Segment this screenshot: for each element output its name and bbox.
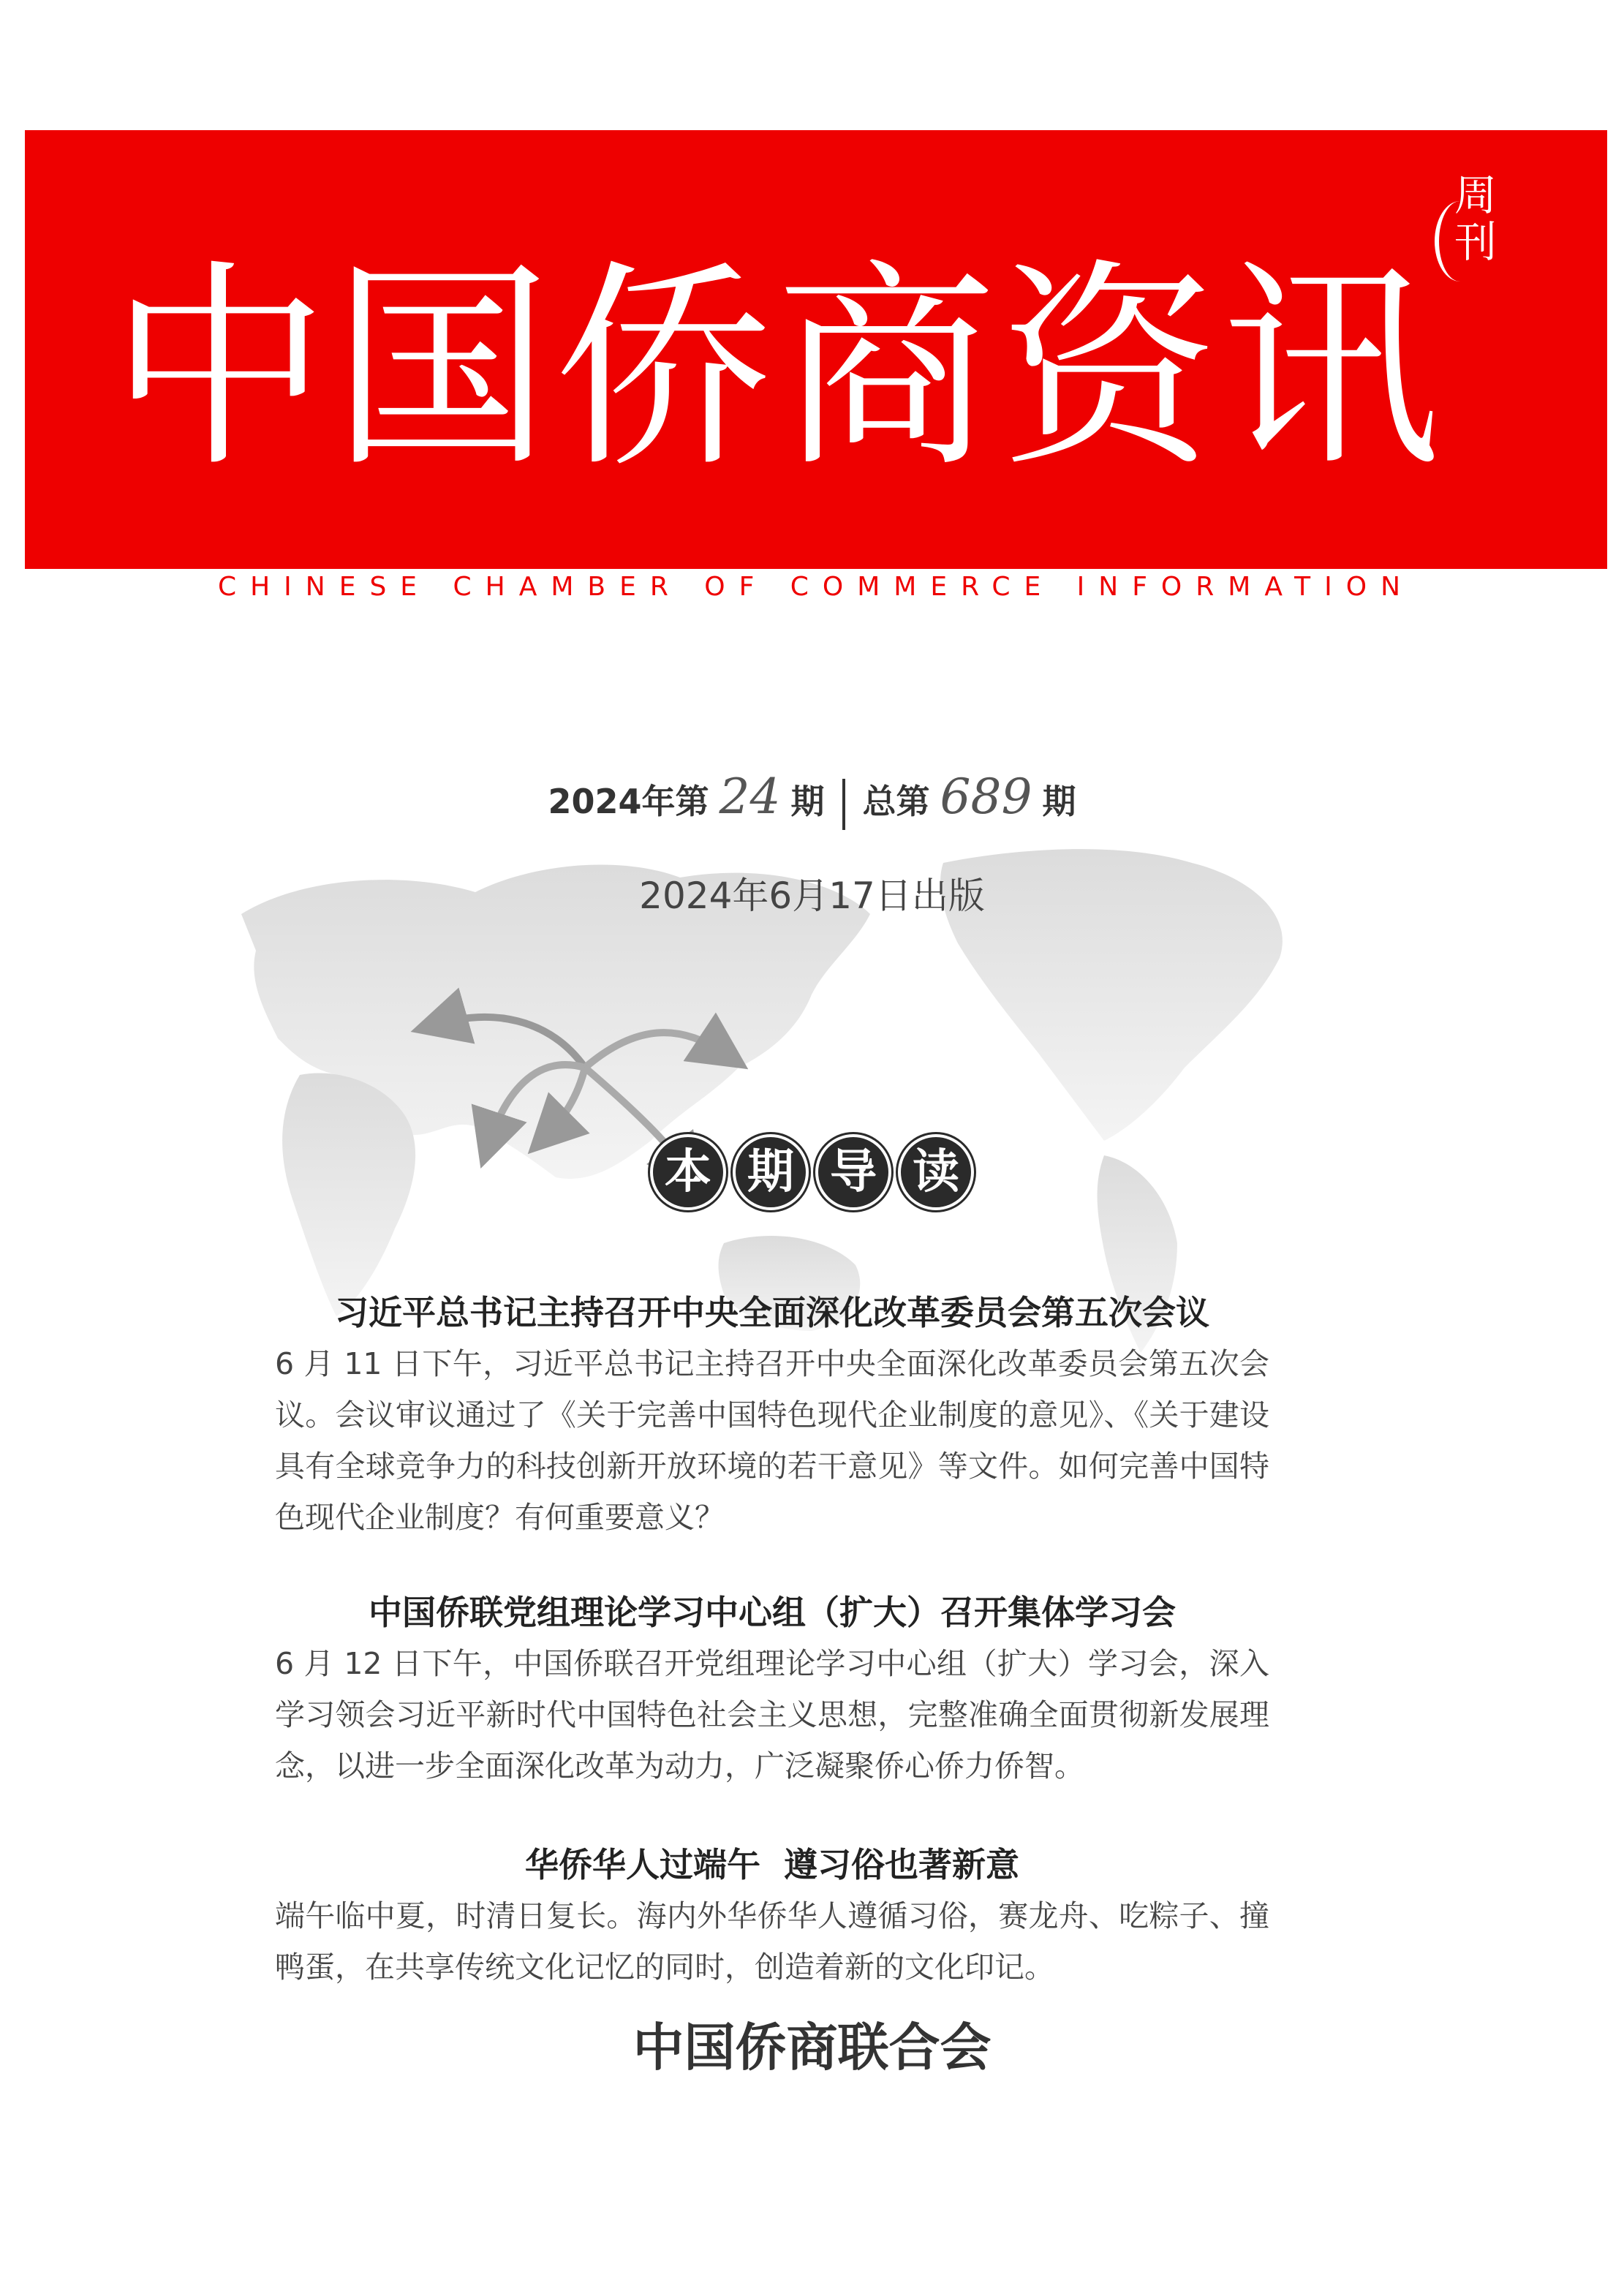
guide-badge: 导: [818, 1137, 888, 1207]
weekly-label-top: 周: [1454, 170, 1497, 220]
article-summary: 6 月 11 日下午，习近平总书记主持召开中央全面深化改革委员会第五次会议。会议审议通过了《关于完善中国特色现代企业制度的意见》、《关于建设具有全球竞争力的科技创新开放环境的若干意见》等文件。如何完善中国特色现代企业制度？有何重要意义？: [275, 1346, 1269, 1535]
article-summary: 6 月 12 日下午，中国侨联召开党组理论学习中心组（扩大）学习会，深入学习领会习近平新时代中国特色社会主义思想，完整准确全面贯彻新发展理念，以进一步全面深化改革为动力，广泛凝聚侨心侨力侨智。: [275, 1646, 1269, 1784]
masthead-subtitle-en: CHINESE CHAMBER OF COMMERCE INFORMATION: [217, 572, 1415, 602]
article-summary: 端午临中夏，时清日复长。海内外华侨华人遵循习俗，赛龙舟、吃粽子、撞鸭蛋，在共享传统文化记忆的同时，创造着新的文化印记。: [275, 1898, 1269, 1985]
article-title: 中国侨联党组理论学习中心组（扩大）召开集体学习会: [369, 1593, 1176, 1632]
guide-badge: 本: [653, 1137, 723, 1207]
issue-suffix: 期: [790, 782, 825, 821]
article-3: [275, 1839, 1269, 1993]
issue-line: [0, 771, 1624, 830]
issue-divider: [842, 779, 845, 830]
masthead-title: 中国侨商资讯: [110, 241, 1443, 497]
seal-ring: [1435, 201, 1486, 282]
article-2: [275, 1587, 1269, 1792]
total-issue-number: 689: [940, 769, 1032, 825]
issue-number: 24: [719, 769, 781, 825]
article-title: 习近平总书记主持召开中央全面深化改革委员会第五次会议: [335, 1293, 1209, 1332]
guide-badge: 读: [901, 1137, 971, 1207]
article-title: 华侨华人过端午 遵习俗也著新意: [524, 1845, 1020, 1884]
issue-year-prefix: 2024年第: [548, 782, 709, 821]
article-1: [275, 1287, 1269, 1543]
issue-guide-badges: [0, 1137, 1624, 1207]
total-prefix: 总第: [862, 782, 930, 821]
guide-badge: 期: [736, 1137, 806, 1207]
weekly-seal: [1439, 172, 1512, 282]
publisher-organization: 中国侨商联合会: [632, 2018, 992, 2077]
total-suffix: 期: [1042, 782, 1076, 821]
weekly-label-bottom: 刊: [1454, 217, 1497, 267]
publish-date: 2024年6月17日出版: [639, 875, 985, 917]
